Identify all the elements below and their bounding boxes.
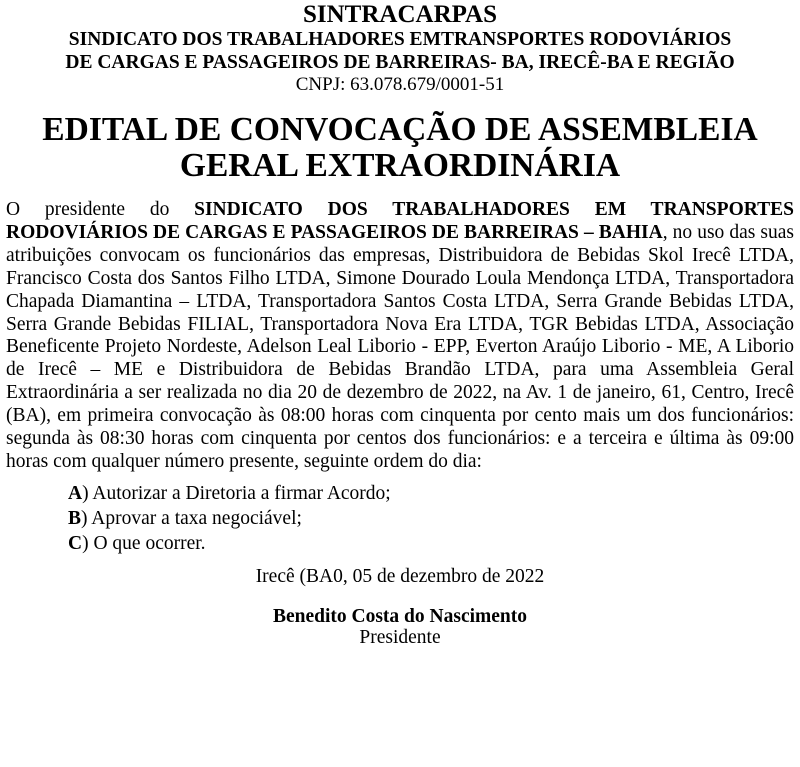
paragraph-text: , no uso das suas atribuições convocam os funcionários das empresas, Distribuidora de Bebidas Skol Irecê LTDA, Francisco Costa dos Santos Filho LTDA, Simone Dourado Loula Mendonça LTDA, Transportadora Chapada Diamantina – LTDA, Transportadora Santos Costa LTDA, Serra Grande Bebidas LTDA, Serra Grande Bebidas FILIAL, Transportadora Nova Era LTDA, TGR Bebidas LTDA, Associação Beneficente Projeto Nordeste, Adelson Leal Liborio - EPP, Everton Araújo Liborio - ME, A Liborio de Irecê – ME e Distribuidora de Bebidas Brandão LTDA, para uma Assembleia Geral Extraordinária a ser realizada no dia 20 de dezembro de 2022, na Av. 1 de janeiro, 61, Centro, Irecê (BA), em primeira convocação às 08:00 horas com cinquenta por cento mais um dos funcionários: segunda às 08:30 horas com cinquenta por centos dos funcionários: e a terceira e última às 09:00 horas com qualquer número presente, seguinte ordem do dia: <box>6 221 794 472</box>
convocation-paragraph <box>6 199 794 474</box>
signer-role: Presidente <box>359 626 441 648</box>
agenda-item <box>68 531 794 556</box>
agenda-item <box>68 481 794 506</box>
letterhead <box>6 0 794 96</box>
signer-name: Benedito Costa do Nascimento <box>272 605 528 627</box>
document-title <box>6 112 794 184</box>
agenda-text: ) O que ocorrer. <box>82 532 206 554</box>
union-acronym: SINTRACARPAS <box>302 1 497 28</box>
place-and-date: Irecê (BA0, 05 de dezembro de 2022 <box>255 565 545 587</box>
agenda-letter: A <box>68 482 83 504</box>
agenda-list <box>6 481 794 556</box>
cnpj: CNPJ: 63.078.679/0001-51 <box>295 74 505 95</box>
agenda-item <box>68 506 794 531</box>
title-line2: GERAL EXTRAORDINÁRIA <box>179 147 621 184</box>
agenda-letter: B <box>68 507 82 529</box>
signature-block <box>6 606 794 648</box>
paragraph-intro: O presidente do <box>6 199 195 220</box>
union-full-name-line2: DE CARGAS E PASSAGEIROS DE BARREIRAS- BA, IRECÊ-BA E REGIÃO <box>65 52 735 73</box>
union-name-bold: SINDICATO DOS TRABALHADORES EM TRANSPORTES RODOVIÁRIOS DE CARGAS E PASSAGEIROS DE BARREIRAS – BAHIA <box>6 199 794 243</box>
agenda-text: ) Aprovar a taxa negociável; <box>81 507 302 529</box>
union-full-name-line1: SINDICATO DOS TRABALHADORES EMTRANSPORTES RODOVIÁRIOS <box>68 29 732 50</box>
agenda-text: ) Autorizar a Diretoria a firmar Acordo; <box>82 482 391 504</box>
agenda-letter: C <box>68 532 83 554</box>
title-line1: EDITAL DE CONVOCAÇÃO DE ASSEMBLEIA <box>42 111 758 148</box>
